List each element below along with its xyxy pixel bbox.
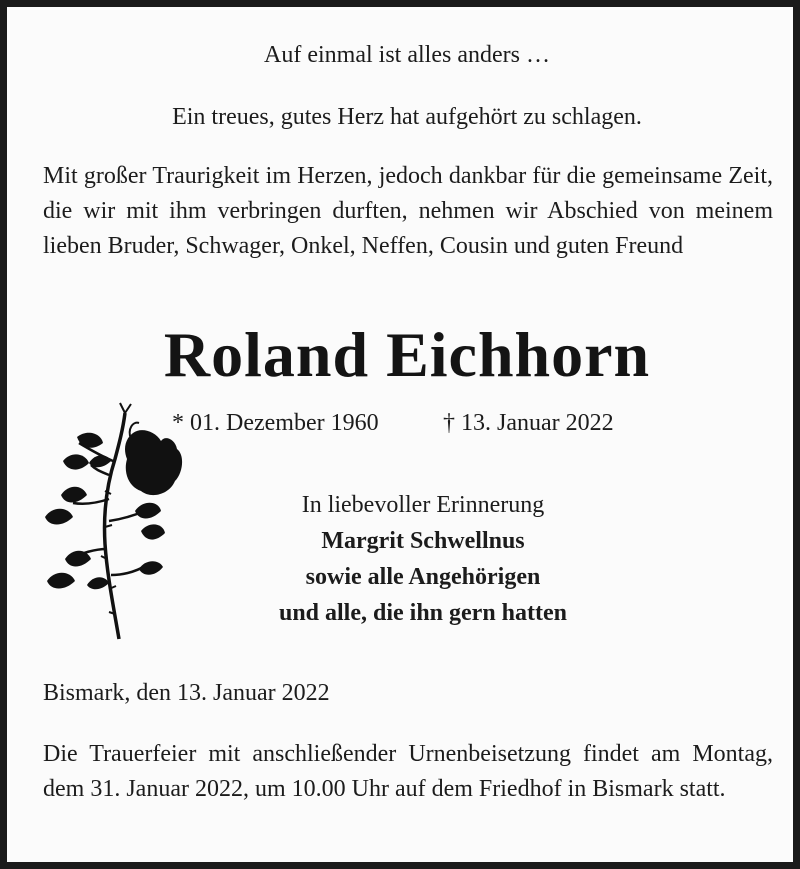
mourner-name: Margrit Schwellnus xyxy=(321,528,525,554)
ceremony-paragraph: Die Trauerfeier mit anschließender Urnenbeisetzung findet am Montag, dem 31. Januar 2022, um 10.00 Uhr auf dem Friedhof in Bismark statt. xyxy=(43,741,773,802)
mourner-friends: und alle, die ihn gern hatten xyxy=(278,600,568,626)
deceased-name: Roland Eichhorn xyxy=(163,319,651,390)
memory-line: In liebevoller Erinnerung xyxy=(301,492,545,518)
death-date: † 13. Januar 2022 xyxy=(443,410,614,436)
birth-date: * 01. Dezember 1960 xyxy=(172,410,379,436)
rose-icon xyxy=(37,399,197,649)
intro-paragraph: Mit großer Traurigkeit im Herzen, jedoch dankbar für die gemeinsame Zeit, die wir mit ihm verbringen durften, nehmen wir Abschied von meinem lieben Bruder, Schwager, Onkel, Neffen, Cousin und guten Freund xyxy=(43,163,773,259)
mourner-relatives: sowie alle Angehörigen xyxy=(305,564,541,590)
heart-line: Ein treues, gutes Herz hat aufgehört zu schlagen. xyxy=(172,104,642,130)
place-date: Bismark, den 13. Januar 2022 xyxy=(43,680,330,706)
opening-line: Auf einmal ist alles anders … xyxy=(264,42,550,68)
